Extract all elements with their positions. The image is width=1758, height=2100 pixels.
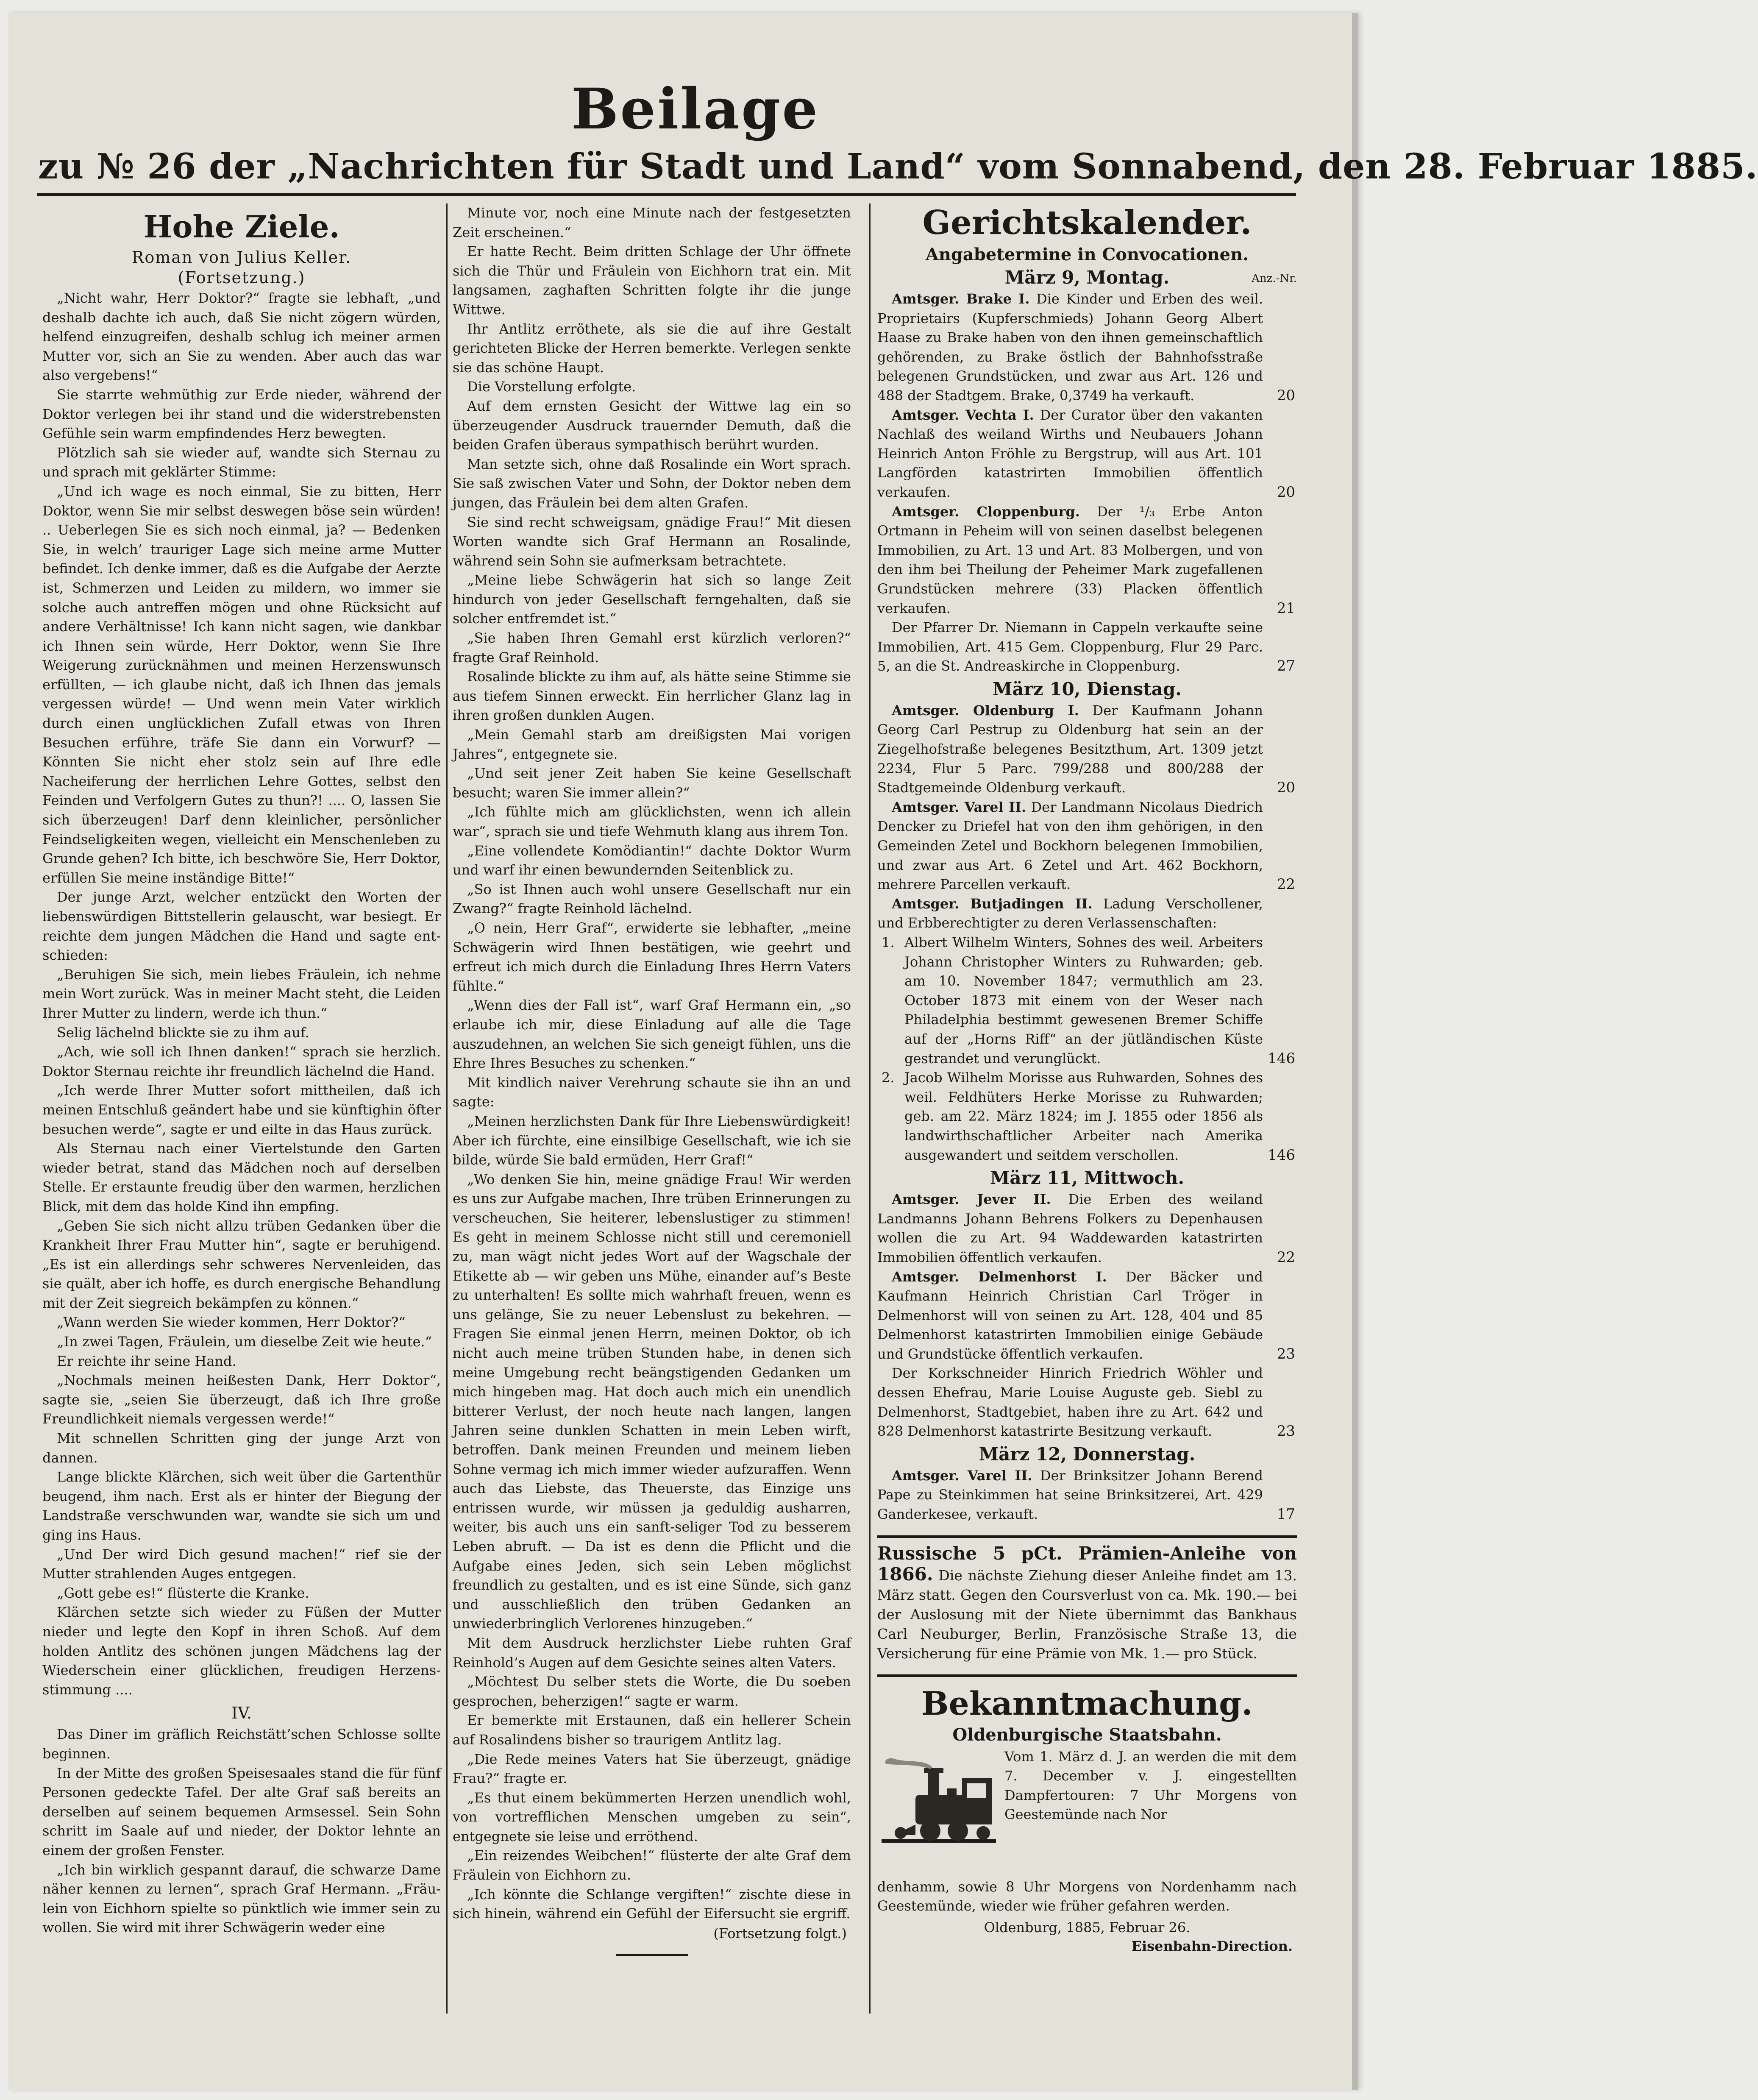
notice-number: 27 bbox=[1277, 657, 1295, 675]
story-paragraph: „Nicht wahr, Herr Doktor?“ fragte sie lebhaft, „und deshalb dachte ich auch, daß Sie nicht zögern würden, helfend einzugreifen, deshalb schlug ich meiner armen Mutter vor, sich an Sie zu wenden. Aber auch das war also vergebens!“ bbox=[42, 290, 441, 384]
notice-number: 17 bbox=[1277, 1506, 1295, 1523]
court-calendar-column bbox=[877, 203, 1297, 1997]
court-day-label: März 10, Dienstag. bbox=[993, 678, 1182, 699]
story-paragraph: Rosalinde blickte zu ihm auf, als hätte seine Stimme sie aus tiefem Sinnen erweckt. Ein herrlicher Glanz lag in ihren großen dunklen Augen. bbox=[453, 668, 851, 724]
story-paragraph: Sie sind recht schweigsam, gnädige Frau!“ Mit diesen Worten wandte sich Graf Hermann an Rosalinde, während sein Sohn sie aufmerksam betrachtete. bbox=[453, 514, 851, 569]
court-day-heading bbox=[877, 1444, 1297, 1465]
story-paragraph: „Und ich wage es noch einmal, Sie zu bitten, Herr Doktor, wenn Sie mir selbst deswegen böse sein würden! .. Ueberlegen Sie es sich noch einmal, ja? — Bedenken Sie, in welch’ trauriger Lage sich meine arme Mutter befindet. Ich denke immer, daß es die Aufgabe der Aerzte ist, Schmerzen und Leiden zu mildern, wo immer sie solche auch antreffen mögen und ohne Rücksicht auf andere Verhältnisse! Ich kann nicht sagen, wie dankbar ich Ihnen sein würde, Herr Doktor, wenn Sie Ihre Weigerung zurücknähmen und meinen Herzenswunsch erfüllten, — ich glaube nicht, daß ich Ihnen das jemals vergessen würde! — Und wenn mein Vater wirklich durch einen unglücklichen Zufall etwas von Ihren Besuchen erführe, träfe Sie dann ein Vorwurf? — Könnten Sie nicht eher stolz sein auf Ihre edle Nacheiferung der herrlichen Lehre Gottes, selbst den Feinden und Verfolgern Gutes zu thun?! .... O, lassen Sie sich überzeugen! Darf denn kleinlicher, persönlicher Feindseligkeiten wegen, vielleicht ein Menschenleben zu Grunde gehen? Ich bitte, ich beschwöre Sie, Herr Doktor, erfüllen Sie meine inständige Bitte!“ bbox=[42, 483, 441, 886]
loan-advertisement bbox=[877, 1535, 1297, 1663]
story-continuation: (Fortsetzung.) bbox=[178, 268, 306, 287]
notice-text-continued: denhamm, sowie 8 Uhr Morgens von Nordenhamm nach Geestemünde, wieder wie früher gefahren werden. bbox=[877, 1878, 1297, 1914]
story-paragraph: „Wann werden Sie wieder kommen, Herr Doktor?“ bbox=[57, 1314, 406, 1331]
story-paragraph: „Ich fühlte mich am glücklichsten, wenn ich allein war“, sprach sie und tiefe Wehmuth klang aus ihrem Ton. bbox=[453, 804, 851, 839]
notice-number-label: Anz.-Nr. bbox=[1252, 272, 1297, 285]
story-paragraph: Selig lächelnd blickte sie zu ihm auf. bbox=[57, 1024, 309, 1041]
column-separator bbox=[869, 203, 871, 2014]
chapter-number: IV. bbox=[231, 1704, 252, 1723]
court-entry-text: Ladung Verschollener, und Erbberechtigter zu deren Verlassenschaften: bbox=[877, 895, 1263, 931]
court-entry-text: Der ¹/₃ Erbe Anton Ortmann in Peheim will von seinen daselbst belegenen Immobilien, zu Art. 13 und Art. 83 Molbergen, und von den ihm bei Theilung der Peheimer Mark zugefallenen Grundstücken mehrere (33) Placken öffentlich verkaufen. bbox=[877, 503, 1263, 616]
story-paragraph: Mit kindlich naiver Verehrung schaute sie ihn an und sagte: bbox=[453, 1074, 851, 1110]
notice-block bbox=[877, 1725, 1297, 1877]
notice-number: 20 bbox=[1277, 779, 1295, 797]
story-paragraph: Er bemerkte mit Erstaunen, daß ein hellerer Schein auf Rosalindens bisher so traurigem Antlitz lag. bbox=[453, 1712, 851, 1748]
story-paragraph: Klärchen setzte sich wieder zu Füßen der Mutter nieder und legte den Kopf in ihren Schoß. Auf dem holden Antlitz des schönen jungen Mädchens lag der Wiederschein einer glücklichen, freudigen Herzensstimmung .... bbox=[42, 1604, 441, 1698]
court-entry bbox=[877, 502, 1297, 618]
court-calendar-subtitle: Angabetermine in Convocationen. bbox=[925, 245, 1249, 265]
court-entry-text: Der Korkschneider Hinrich Friedrich Wöhler und dessen Ehefrau, Marie Louise Auguste geb. Siebl zu Delmenhorst, Stadtgebiet, haben ihre zu Art. 642 und 828 Delmenhorst katastrirte Besitzung verkauft. bbox=[877, 1365, 1263, 1440]
court-entry bbox=[877, 894, 1297, 933]
court-calendar-entries bbox=[877, 267, 1297, 1524]
entry-index: 1. bbox=[882, 934, 895, 950]
missing-person-entry bbox=[877, 1068, 1297, 1165]
story-paragraph: „Es thut einem bekümmerten Herzen unendlich wohl, von vortrefflichen Menschen umgeben zu sein“, entgegnete sie leise und erröthend. bbox=[453, 1789, 851, 1844]
notice-signature: Eisenbahn-Direction. bbox=[1131, 1938, 1293, 1954]
court-entry bbox=[877, 406, 1297, 502]
court-entry-text: Der Pfarrer Dr. Niemann in Cappeln verkaufte seine Immobilien, Art. 415 Gem. Cloppenburg, Flur 29 Parc. 5, an die St. Andreaskirche in Cloppenburg. bbox=[877, 619, 1263, 674]
story-author: Roman von Julius Keller. bbox=[131, 248, 352, 267]
supplement-title: Beilage bbox=[571, 76, 820, 142]
notice-number: 23 bbox=[1277, 1345, 1295, 1362]
column-separator bbox=[446, 203, 448, 2014]
court-entry-text: Der Kaufmann Johann Georg Carl Pestrup zu Oldenburg hat sein an der Ziegelhofstraße belegenes Besitzthum, Art. 1309 jetzt 2234, Flur 5 Parc. 799/288 und 800/288 der Stadtgemeinde Oldenburg verkauft. bbox=[877, 702, 1263, 796]
story-paragraph: „Ich bin wirklich gespannt darauf, die schwarze Dame näher kennen zu lernen“, sprach Graf Hermann. „Fräulein von Eichhorn spielte so pünktlich wie immer sein zu wollen. Sie wird mit ihrer Schwägerin weder eine bbox=[42, 1861, 441, 1936]
notice-number: 20 bbox=[1277, 483, 1295, 501]
story-paragraph: „Wenn dies der Fall ist“, warf Graf Hermann ein, „so erlaube ich mir, diese Einladung auf alle die Tage auszudehnen, an welchen Sie sich geneigt fühlen, uns die Ehre Ihres Besuches zu schenken.“ bbox=[453, 997, 851, 1072]
story-paragraph: „Ein reizendes Weibchen!“ flüsterte der alte Graf dem Fräulein von Eichhorn zu. bbox=[453, 1847, 851, 1883]
story-paragraph: „In zwei Tagen, Fräulein, um dieselbe Zeit wie heute.“ bbox=[57, 1334, 432, 1350]
story-paragraph: Als Sternau nach einer Viertelstunde den Garten wieder betrat, stand das Mädchen noch auf derselben Stelle. Er erstaunte freudig über den warmen, herzlichen Blick, mit dem das holde Kind ihn empfing. bbox=[42, 1140, 441, 1214]
court-entry bbox=[877, 1466, 1297, 1524]
court-name: Amtsger. Brake I. bbox=[892, 291, 1030, 307]
story-paragraph: „Gott gebe es!“ flüsterte die Kranke. bbox=[57, 1585, 309, 1601]
court-entry bbox=[877, 1364, 1297, 1441]
story-paragraph: Lange blickte Klärchen, sich weit über die Gartenthür beugend, ihm nach. Erst als er hinter der Biegung der Landstraße verschwunden war, wandte sie sich um und ging ins Haus. bbox=[42, 1469, 441, 1543]
story-paragraph: „Sie haben Ihren Gemahl erst kürzlich verloren?“ fragte Graf Reinhold. bbox=[453, 630, 851, 666]
story-paragraph: Minute vor, noch eine Minute nach der festgesetzten Zeit erscheinen.“ bbox=[453, 205, 851, 240]
court-entry-text: Der Brinksitzer Johann Berend Pape zu Steinkimmen hat seine Brinksitzerei, Art. 429 Ganderkesee, verkauft. bbox=[877, 1467, 1263, 1523]
court-entry bbox=[877, 701, 1297, 798]
court-name: Amtsger. Delmenhorst I. bbox=[892, 1268, 1107, 1285]
court-entry bbox=[877, 1267, 1297, 1364]
notice-number: 146 bbox=[1268, 1146, 1295, 1164]
locomotive-icon bbox=[877, 1755, 1000, 1852]
story-paragraph: „So ist Ihnen auch wohl unsere Gesellschaft nur ein Zwang?“ fragte Reinhold lächelnd. bbox=[453, 881, 851, 917]
story-paragraph: Die Vorstellung erfolgte. bbox=[467, 379, 636, 395]
story-paragraph: Man setzte sich, ohne daß Rosalinde ein Wort sprach. Sie saß zwischen Vater und Sohn, der Doktor neben dem jungen, das Fräulein bei dem alten Grafen. bbox=[453, 456, 851, 511]
story-paragraph: Auf dem ernsten Gesicht der Wittwe lag ein so überzeugender Ausdruck trauernder Demuth, daß die beiden Grafen überaus sympathisch berührt wurden. bbox=[453, 398, 851, 453]
story-column-1 bbox=[42, 203, 441, 1997]
notice-number: 146 bbox=[1268, 1050, 1295, 1067]
to-be-continued: (Fortsetzung folgt.) bbox=[713, 1925, 847, 1941]
story-column-2 bbox=[453, 203, 851, 1997]
story-paragraph: „Meinen herzlichsten Dank für Ihre Liebenswürdigkeit! Aber ich fürchte, eine einsilbige Gesellschaft, wie ich sie bilde, würde Sie bald ermüden, Herr Graf!“ bbox=[453, 1113, 851, 1168]
court-name: Amtsger. Varel II. bbox=[892, 799, 1026, 815]
story-paragraph: „Und Der wird Dich gesund machen!“ rief sie der Mutter strahlenden Auges entgegen. bbox=[42, 1546, 441, 1582]
notice-number: 20 bbox=[1277, 387, 1295, 404]
story-paragraph: „Nochmals meinen heißesten Dank, Herr Doktor“, sagte sie, „seien Sie überzeugt, daß ich Ihre große Freundlichkeit niemals vergessen werde!“ bbox=[42, 1372, 441, 1427]
court-entry bbox=[877, 290, 1297, 406]
story-paragraph: „Geben Sie sich nicht allzu trüben Gedanken über die Krankheit Ihrer Frau Mutter hin“, sagte er beruhigend. „Es ist ein allerdings sehr schweres Nervenleiden, das sie quält, aber ich hoffe, es durch energische Behandlung mit der Zeit siegreich bekämpfen zu können.“ bbox=[42, 1217, 441, 1311]
story-paragraph: In der Mitte des großen Speisesaales stand die für fünf Personen gedeckte Tafel. Der alte Graf saß bereits an derselben auf seinem bequemen Armsessel. Sein Sohn schritt im Saale auf und nieder, der Doktor lehnte an einem der großen Fenster. bbox=[42, 1765, 441, 1858]
missing-person-text: Albert Wilhelm Winters, Sohnes des weil. Arbeiters Johann Christopher Winters zu Ruhwarden; geb. am 10. November 1847; vermuthlich am 23. October 1873 mit einem von der Weser nach Philadelphia bestimmt gewesenen Bremer Schiffe auf der „Horns Riff“ an der jütländischen Küste gestrandet und verunglückt. bbox=[904, 934, 1263, 1067]
court-day-label: März 12, Donnerstag. bbox=[979, 1443, 1196, 1465]
story-paragraph: Er hatte Recht. Beim dritten Schlage der Uhr öffnete sich die Thür und Fräulein von Eichhorn trat ein. Mit langsamen, zaghaften Schritten folgte ihr die junge Wittwe. bbox=[453, 243, 851, 318]
story-paragraph: Mit dem Ausdruck herzlichster Liebe ruhten Graf Reinhold’s Augen auf dem Gesichte seines alten Vaters. bbox=[453, 1635, 851, 1671]
story-paragraph: „Die Rede meines Vaters hat Sie überzeugt, gnädige Frau?“ fragte er. bbox=[453, 1751, 851, 1787]
story-paragraph: „Möchtest Du selber stets die Worte, die Du soeben gesprochen, beherzigen!“ sagte er warm. bbox=[453, 1674, 851, 1709]
missing-person-text: Jacob Wilhelm Morisse aus Ruhwarden, Sohnes des weil. Feldhüters Herke Morisse zu Ruhwarden; geb. am 22. März 1824; im J. 1855 oder 1856 als landwirthschaftlicher Arbeiter nach Amerika ausgewandert und seitdem verschollen. bbox=[904, 1069, 1263, 1163]
story-paragraph: Sie starrte wehmüthig zur Erde nieder, während der Doktor verlegen bei ihr stand und die widerstrebensten Gefühle sein warm empfindendes Herz bewegten. bbox=[42, 386, 441, 442]
story-paragraph: Ihr Antlitz erröthete, als sie die auf ihre Gestalt gerichteten Blicke der Herren bemerkte. Verlegen senkte sie das schöne Haupt. bbox=[453, 320, 851, 376]
notice-number: 22 bbox=[1277, 876, 1295, 893]
story-paragraph: Das Diner im gräflich Reichstätt’schen Schlosse sollte beginnen. bbox=[42, 1726, 441, 1762]
entry-index: 2. bbox=[882, 1069, 895, 1086]
court-name: Amtsger. Butjadingen II. bbox=[892, 895, 1093, 912]
story-paragraph: „Mein Gemahl starb am dreißigsten Mai vorigen Jahres“, entgegnete sie. bbox=[453, 727, 851, 762]
header-rule bbox=[37, 193, 1296, 196]
story-body-continued bbox=[453, 203, 851, 1924]
court-name: Amtsger. Jever II. bbox=[892, 1191, 1051, 1208]
story-title: Hohe Ziele. bbox=[143, 209, 340, 245]
court-day-heading bbox=[877, 679, 1297, 699]
court-name: Amtsger. Varel II. bbox=[892, 1467, 1032, 1484]
court-day-label: März 11, Mittwoch. bbox=[990, 1167, 1185, 1189]
story-paragraph: Der junge Arzt, welcher entzückt den Worten der liebenswürdigen Bittstellerin gelauscht, war besiegt. Er reichte dem jungen Mädchen die Hand und sagte entschieden: bbox=[42, 889, 441, 964]
story-paragraph: Er reichte ihr seine Hand. bbox=[57, 1353, 236, 1369]
court-day-heading bbox=[877, 1167, 1297, 1188]
end-rule bbox=[616, 1954, 688, 1956]
court-name: Amtsger. Cloppenburg. bbox=[892, 503, 1080, 520]
notice-number: 21 bbox=[1277, 599, 1295, 617]
court-day-label: März 9, Montag. bbox=[1004, 267, 1170, 288]
story-body bbox=[42, 289, 441, 1699]
ad-text: Die nächste Ziehung dieser Anleihe findet am 13. März statt. Gegen den Coursverlust von ca. Mk. 190.— bei der Auslosung mit der Niete übernimmt das Bankhaus Carl Neuburger, Berlin, Französische Straße 13, die Versicherung für eine Prämie von Mk. 1.— pro Stück. bbox=[877, 1567, 1297, 1662]
court-calendar-title: Gerichtskalender. bbox=[922, 203, 1252, 242]
notice-heading: Oldenburgische Staatsbahn. bbox=[952, 1724, 1222, 1745]
missing-person-entry bbox=[877, 933, 1297, 1068]
story-paragraph: „Ich werde Ihrer Mutter sofort mittheilen, daß ich meinen Entschluß geändert habe und sie künftighin öfter besuchen werde“, sagte er und eilte in das Haus zurück. bbox=[42, 1082, 441, 1137]
story-paragraph: „Ich könnte die Schlange vergiften!“ zischte diese in sich hinein, während ein Gefühl der Eifersucht sie ergriff. bbox=[453, 1886, 851, 1922]
notice-number: 22 bbox=[1277, 1248, 1295, 1266]
ad-lead: Russische 5 pCt. Prämien-Anleihe von 1866. bbox=[877, 1543, 1297, 1585]
supplement-subtitle: zu № 26 der „Nachrichten für Stadt und Land“ vom Sonnabend, den 28. Februar 1885. bbox=[38, 146, 1758, 187]
notice-date: Oldenburg, 1885, Februar 26. bbox=[984, 1919, 1191, 1936]
court-name: Amtsger. Vechta I. bbox=[892, 407, 1034, 423]
story-paragraph: „Beruhigen Sie sich, mein liebes Fräulein, ich nehme mein Wort zurück. Was in meiner Macht steht, die Leiden Ihrer Mutter zu lindern, werde ich thun.“ bbox=[42, 966, 441, 1021]
story-paragraph: Plötzlich sah sie wieder auf, wandte sich Sternau zu und sprach mit geklärter Stimme: bbox=[42, 444, 441, 480]
court-entry-text: Die Kinder und Erben des weil. Proprietairs (Kupferschmieds) Johann Georg Albert Haase zu Brake haben von den ihnen gemeinschaftlich gehörenden, zu Brake östlich der Bahnhofsstraße belegenen Grundstücken, und zwar aus Art. 126 und 488 der Stadtgem. Brake, 0,3749 ha verkauft. bbox=[877, 291, 1263, 404]
court-entry-text: Die Erben des weiland Landmanns Johann Behrens Folkers zu Depenhausen wollen die zu Art. 94 Waddewarden katastrirten Immobilien öffentlich verkaufen. bbox=[877, 1191, 1263, 1265]
court-entry bbox=[877, 1190, 1297, 1267]
story-paragraph: „Eine vollendete Komödiantin!“ dachte Doktor Wurm und warf ihr einen bewundernden Seitenblick zu. bbox=[453, 842, 851, 878]
court-entry bbox=[877, 618, 1297, 676]
court-day-heading bbox=[877, 267, 1297, 288]
court-name: Amtsger. Oldenburg I. bbox=[892, 702, 1079, 719]
court-entry bbox=[877, 798, 1297, 894]
notice-text: Vom 1. März d. J. an werden die mit dem 7. December v. J. eingestellten Dampfertouren: 7 Uhr Morgens von Geestemünde nach Nor bbox=[1004, 1748, 1297, 1823]
notice-title: Bekanntmachung. bbox=[877, 1674, 1297, 1722]
story-paragraph: „Ach, wie soll ich Ihnen danken!“ sprach sie herzlich. Doktor Sternau reichte ihr freundlich lächelnd die Hand. bbox=[42, 1044, 441, 1079]
story-paragraph: „Wo denken Sie hin, meine gnädige Frau! Wir werden es uns zur Aufgabe machen, Ihre trüben Erinnerungen zu verscheuchen, Sie heiterer, lebenslustiger zu stimmen! Es geht in meinem Schlosse nicht still und ceremoniell zu, man wägt nicht jedes Wort auf der Wagschale der Etikette ab — wir geben uns Mühe, einander auf’s Beste zu unterhalten! Es sollte mich wahrhaft freuen, wenn es uns gelänge, Sie zu neuer Lebenslust zu bekehren. — Fragen Sie einmal jenen Herrn, meinen Doktor, ob ich nicht auch meine trüben Stunden habe, in denen sich meine Umgebung recht beängstigenden Gedanken um mich hingeben mag. Hat doch auch mich ein unendlich bitterer Verlust, der noch heute nach langen, langen Jahren seine dunklen Schatten in mein Leben wirft, betroffen. Dank meinen Freunden und meinem lieben Sohne vermag ich mich immer wieder aufzuraffen. Wenn auch das Liebste, das Theuerste, das Einzige uns entrissen wurde, wir müssen ja geduldig ausharren, weiter, bis auch uns ein sanft-seliger Tod zu besserem Leben abruft. — Da ist es denn die Pflicht und die Aufgabe eines Jeden, sich sein Leben möglichst freundlich zu gestalten, und es ist eine Sünde, sich ganz und ausschließlich den trüben Gedanken an unwiederbringlich Verlorenes hinzugeben.“ bbox=[453, 1171, 851, 1632]
court-entry-text: Der Landmann Nicolaus Diedrich Dencker zu Driefel hat von den ihm gehörigen, in den Gemeinden Zetel und Bockhorn belegenen Immobilien, und zwar aus Art. 6 Zetel und Art. 462 Bockhorn, mehrere Parcellen verkauft. bbox=[877, 799, 1263, 893]
story-paragraph: „Meine liebe Schwägerin hat sich so lange Zeit hindurch von jeder Gesellschaft ferngehalten, daß sie solcher entfremdet ist.“ bbox=[453, 572, 851, 627]
story-paragraph: „Und seit jener Zeit haben Sie keine Gesellschaft besucht; waren Sie immer allein?“ bbox=[453, 765, 851, 801]
notice-number: 23 bbox=[1277, 1423, 1295, 1440]
story-body-chapter-4 bbox=[42, 1725, 441, 1938]
story-paragraph: „O nein, Herr Graf“, erwiderte sie lebhafter, „meine Schwägerin wird Ihnen bestätigen, wie geehrt und erfreut ich mich durch die Einladung Ihres Herrn Vaters fühlte.“ bbox=[453, 919, 851, 994]
court-entry-text: Der Curator über den vakanten Nachlaß des weiland Wirths und Neubauers Johann Heinrich Anton Fröhle zu Bergstrup, will aus Art. 101 Langförden katastrirten Immobilien öffentlich verkaufen. bbox=[877, 407, 1263, 500]
court-entry-text: Der Bäcker und Kaufmann Heinrich Christian Carl Tröger in Delmenhorst will von seinen zu Art. 128, 404 und 85 Delmenhorst katastrirten Immobilien einige Gebäude und Grundstücke öffentlich verkaufen. bbox=[877, 1268, 1263, 1362]
story-paragraph: Mit schnellen Schritten ging der junge Arzt von dannen. bbox=[42, 1430, 441, 1466]
